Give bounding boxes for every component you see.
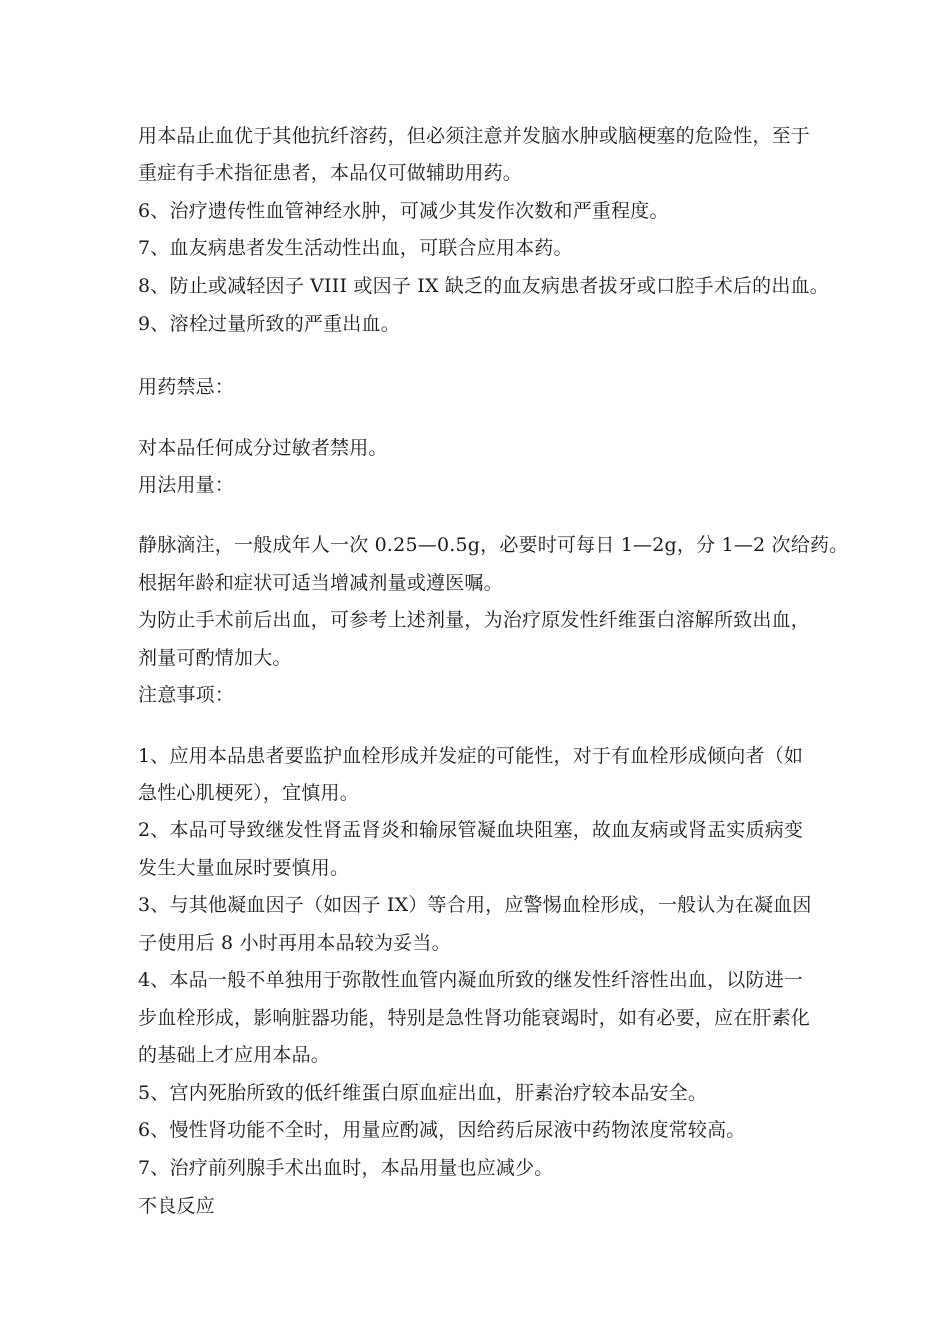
list-item: 4、本品一般不单独用于弥散性血管内凝血所致的继发性纤溶性出血，以防进一 xyxy=(138,969,804,991)
list-item: 7、血友病患者发生活动性出血，可联合应用本药。 xyxy=(138,237,573,259)
paragraph-line: 剂量可酌情加大。 xyxy=(138,647,292,669)
paragraph-line: 重症有手术指征患者，本品仅可做辅助用药。 xyxy=(138,162,523,184)
section-heading-contraindications: 用药禁忌： xyxy=(138,376,235,398)
list-item: 8、防止或减轻因子 VIII 或因子 IX 缺乏的血友病患者拔牙或口腔手术后的出血。 xyxy=(138,275,829,297)
list-item: 9、溶栓过量所致的严重出血。 xyxy=(138,313,400,335)
section-heading-adverse-reactions: 不良反应 xyxy=(138,1195,215,1217)
section-heading-precautions: 注意事项： xyxy=(138,684,235,706)
list-item: 的基础上才应用本品。 xyxy=(138,1044,331,1066)
list-item: 发生大量血尿时要慎用。 xyxy=(138,857,350,879)
list-item: 6、治疗遗传性血管神经水肿，可减少其发作次数和严重程度。 xyxy=(138,200,669,222)
list-item: 5、宫内死胎所致的低纤维蛋白原血症出血，肝素治疗较本品安全。 xyxy=(138,1082,708,1104)
list-item: 3、与其他凝血因子（如因子 IX）等合用，应警惕血栓形成，一般认为在凝血因 xyxy=(138,894,812,916)
list-item: 7、治疗前列腺手术出血时，本品用量也应减少。 xyxy=(138,1157,554,1179)
list-item: 2、本品可导致继发性肾盂肾炎和输尿管凝血块阻塞，故血友病或肾盂实质病变 xyxy=(138,819,804,841)
paragraph-line: 对本品任何成分过敏者禁用。 xyxy=(138,437,388,459)
list-item: 6、慢性肾功能不全时，用量应酌减，因给药后尿液中药物浓度常较高。 xyxy=(138,1119,746,1141)
paragraph-line: 静脉滴注，一般成年人一次 0.25—0.5g，必要时可每日 1—2g，分 1—2 次给药。 xyxy=(138,534,849,556)
list-item: 1、应用本品患者要监护血栓形成并发症的可能性，对于有血栓形成倾向者（如 xyxy=(138,745,804,767)
list-item: 步血栓形成，影响脏器功能，特别是急性肾功能衰竭时，如有必要，应在肝素化 xyxy=(138,1007,811,1029)
section-heading-dosage: 用法用量： xyxy=(138,474,235,496)
list-item: 子使用后 8 小时再用本品较为妥当。 xyxy=(138,932,451,954)
list-item: 急性心肌梗死），宜慎用。 xyxy=(138,782,359,804)
paragraph-line: 根据年龄和症状可适当增减剂量或遵医嘱。 xyxy=(138,572,503,594)
paragraph-line: 用本品止血优于其他抗纤溶药，但必须注意并发脑水肿或脑梗塞的危险性，至于 xyxy=(138,125,811,147)
paragraph-line: 为防止手术前后出血，可参考上述剂量，为治疗原发性纤维蛋白溶解所致出血， xyxy=(138,609,811,631)
